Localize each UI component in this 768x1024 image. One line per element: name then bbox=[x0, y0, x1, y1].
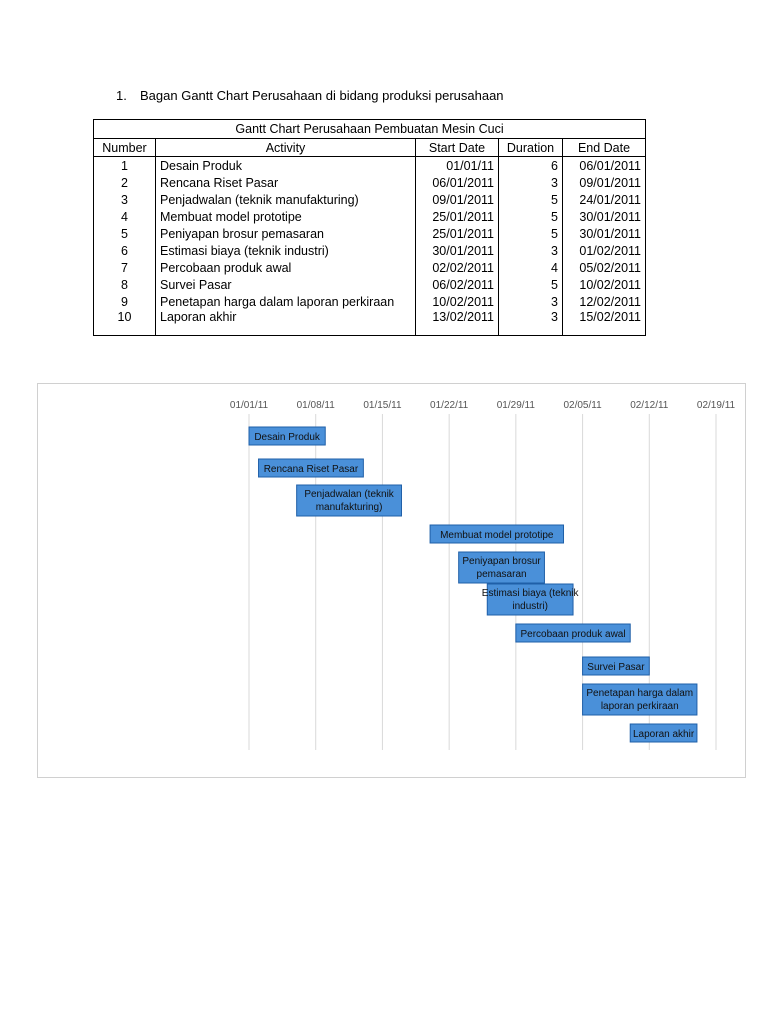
row-activity: Estimasi biaya (teknik industri) bbox=[156, 242, 416, 259]
row-start-date: 06/01/2011 bbox=[416, 174, 499, 191]
gantt-task bbox=[259, 459, 364, 477]
row-end-date: 15/02/2011 bbox=[563, 310, 646, 336]
table-row bbox=[94, 208, 646, 225]
column-header-start-date: Start Date bbox=[416, 139, 499, 157]
row-end-date: 01/02/2011 bbox=[563, 242, 646, 259]
row-start-date: 01/01/11 bbox=[416, 157, 499, 175]
row-duration: 3 bbox=[499, 310, 563, 336]
gantt-bar-label: industri) bbox=[512, 601, 548, 612]
row-number: 2 bbox=[94, 174, 156, 191]
table-row bbox=[94, 174, 646, 191]
gantt-bar-label: pemasaran bbox=[476, 569, 527, 580]
row-start-date: 02/02/2011 bbox=[416, 259, 499, 276]
x-tick-label: 01/08/11 bbox=[296, 400, 335, 411]
row-start-date: 06/02/2011 bbox=[416, 276, 499, 293]
row-duration: 5 bbox=[499, 191, 563, 208]
row-activity: Peniyapan brosur pemasaran bbox=[156, 225, 416, 242]
row-activity: Penetapan harga dalam laporan perkiraan bbox=[156, 293, 416, 310]
row-end-date: 24/01/2011 bbox=[563, 191, 646, 208]
row-duration: 3 bbox=[499, 174, 563, 191]
gantt-task bbox=[430, 525, 563, 543]
table-row bbox=[94, 276, 646, 293]
gantt-bar-label: Membuat model prototipe bbox=[440, 530, 554, 541]
gantt-task bbox=[583, 684, 697, 715]
row-activity: Survei Pasar bbox=[156, 276, 416, 293]
table-row bbox=[94, 157, 646, 175]
row-activity: Rencana Riset Pasar bbox=[156, 174, 416, 191]
row-start-date: 13/02/2011 bbox=[416, 310, 499, 336]
gantt-bar-label: Penetapan harga dalam bbox=[586, 688, 694, 699]
row-duration: 4 bbox=[499, 259, 563, 276]
row-end-date: 30/01/2011 bbox=[563, 225, 646, 242]
row-start-date: 09/01/2011 bbox=[416, 191, 499, 208]
row-duration: 6 bbox=[499, 157, 563, 175]
gantt-task bbox=[459, 552, 545, 583]
gantt-task bbox=[630, 724, 697, 742]
column-header-activity: Activity bbox=[156, 139, 416, 157]
row-duration: 5 bbox=[499, 208, 563, 225]
x-tick-label: 02/19/11 bbox=[696, 400, 736, 411]
row-start-date: 30/01/2011 bbox=[416, 242, 499, 259]
heading-number: 1. bbox=[116, 88, 127, 103]
row-end-date: 12/02/2011 bbox=[563, 293, 646, 310]
gantt-bar-label: laporan perkiraan bbox=[600, 701, 679, 712]
gantt-task bbox=[249, 427, 325, 445]
gantt-task bbox=[583, 657, 650, 675]
row-number: 5 bbox=[94, 225, 156, 242]
section-heading bbox=[116, 88, 504, 103]
x-tick-label: 01/01/11 bbox=[229, 400, 269, 411]
row-end-date: 09/01/2011 bbox=[563, 174, 646, 191]
row-start-date: 10/02/2011 bbox=[416, 293, 499, 310]
row-end-date: 05/02/2011 bbox=[563, 259, 646, 276]
table-caption: Gantt Chart Perusahaan Pembuatan Mesin Cuci bbox=[94, 120, 646, 139]
row-number: 9 bbox=[94, 293, 156, 310]
x-tick-label: 01/15/11 bbox=[363, 400, 402, 411]
x-tick-label: 02/05/11 bbox=[563, 400, 602, 411]
row-number: 1 bbox=[94, 157, 156, 175]
x-tick-label: 02/12/11 bbox=[630, 400, 669, 411]
row-activity: Percobaan produk awal bbox=[156, 259, 416, 276]
row-end-date: 10/02/2011 bbox=[563, 276, 646, 293]
x-tick-label: 01/22/11 bbox=[430, 400, 469, 411]
row-activity: Membuat model prototipe bbox=[156, 208, 416, 225]
table-row bbox=[94, 242, 646, 259]
row-duration: 5 bbox=[499, 225, 563, 242]
heading-text: Bagan Gantt Chart Perusahaan di bidang produksi perusahaan bbox=[140, 88, 504, 103]
row-number: 8 bbox=[94, 276, 156, 293]
row-end-date: 06/01/2011 bbox=[563, 157, 646, 175]
gantt-bar-label: Survei Pasar bbox=[587, 662, 645, 673]
gantt-task bbox=[482, 584, 580, 615]
column-header-duration: Duration bbox=[499, 139, 563, 157]
gantt-table bbox=[93, 119, 646, 336]
gantt-bar-label: Desain Produk bbox=[254, 432, 320, 443]
table-row bbox=[94, 293, 646, 310]
row-number: 6 bbox=[94, 242, 156, 259]
gantt-chart bbox=[37, 383, 746, 778]
x-tick-label: 01/29/11 bbox=[496, 400, 535, 411]
gantt-bar-label: Percobaan produk awal bbox=[520, 629, 626, 640]
table-row bbox=[94, 310, 646, 336]
table-row bbox=[94, 225, 646, 242]
row-duration: 3 bbox=[499, 242, 563, 259]
row-activity: Penjadwalan (teknik manufakturing) bbox=[156, 191, 416, 208]
row-number: 4 bbox=[94, 208, 156, 225]
gantt-chart-svg bbox=[38, 384, 745, 777]
gantt-bar-label: Penjadwalan (teknik bbox=[304, 489, 394, 500]
gantt-bar-label: Rencana Riset Pasar bbox=[263, 464, 359, 475]
column-header-end-date: End Date bbox=[563, 139, 646, 157]
row-start-date: 25/01/2011 bbox=[416, 225, 499, 242]
row-activity: Desain Produk bbox=[156, 157, 416, 175]
gantt-bar-label: Peniyapan brosur bbox=[462, 556, 541, 567]
gantt-bar-label: Laporan akhir bbox=[633, 729, 695, 740]
column-header-number: Number bbox=[94, 139, 156, 157]
row-activity: Laporan akhir bbox=[156, 310, 416, 336]
gantt-bar-label: manufakturing) bbox=[315, 502, 383, 513]
row-end-date: 30/01/2011 bbox=[563, 208, 646, 225]
table-row bbox=[94, 191, 646, 208]
row-duration: 3 bbox=[499, 293, 563, 310]
row-number: 10 bbox=[94, 310, 156, 336]
row-number: 7 bbox=[94, 259, 156, 276]
gantt-task bbox=[516, 624, 630, 642]
gantt-bar-label: Estimasi biaya (teknik bbox=[481, 588, 579, 599]
row-start-date: 25/01/2011 bbox=[416, 208, 499, 225]
table-row bbox=[94, 259, 646, 276]
row-number: 3 bbox=[94, 191, 156, 208]
gantt-task bbox=[297, 485, 402, 516]
row-duration: 5 bbox=[499, 276, 563, 293]
